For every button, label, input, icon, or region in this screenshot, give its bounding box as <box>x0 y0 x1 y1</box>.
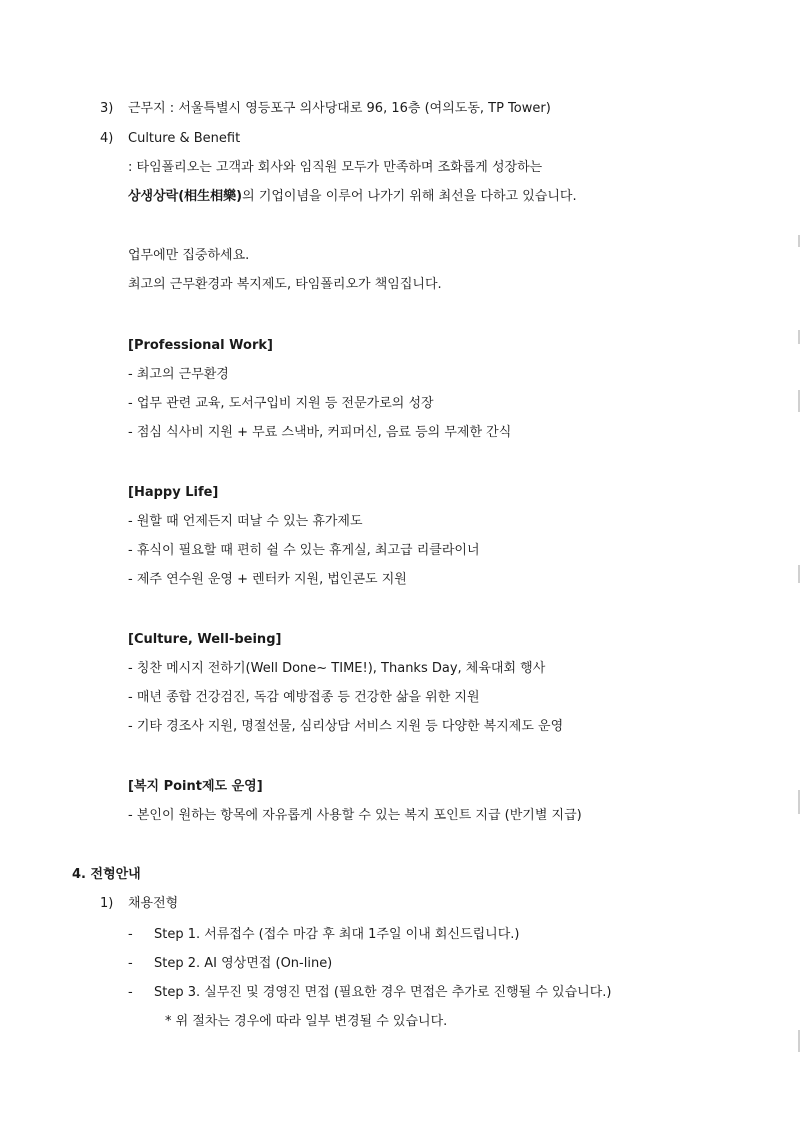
step-dash: - <box>128 927 133 942</box>
culture-intro-rest: 의 기업이념을 이루어 나가기 위해 최선을 다하고 있습니다. <box>242 189 577 204</box>
step-dash: - <box>128 956 133 971</box>
benefit-item: - 휴식이 필요할 때 편히 쉴 수 있는 휴게실, 최고급 리클라이너 <box>128 543 480 558</box>
benefit-item: - 본인이 원하는 항목에 자유롭게 사용할 수 있는 복지 포인트 지급 (반기별 지급) <box>128 808 582 823</box>
work-location-line <box>100 100 551 118</box>
section-heading-professional-work: [Professional Work] <box>128 338 273 353</box>
focus-line-1: 업무에만 집중하세요. <box>128 248 250 263</box>
culture-intro-line-1: : 타임폴리오는 고객과 회사와 임직원 모두가 만족하며 조화롭게 성장하는 <box>128 160 543 175</box>
selection-step <box>128 926 519 944</box>
list-number: 3) <box>100 101 114 116</box>
step-text: Step 1. 서류접수 (접수 마감 후 최대 1주일 이내 회신드립니다.) <box>154 927 520 942</box>
step-text: Step 3. 실무진 및 경영진 면접 (필요한 경우 면접은 추가로 진행될 수 있습니다.) <box>154 985 612 1000</box>
selection-step <box>128 955 332 973</box>
culture-intro-line-2 <box>128 188 577 206</box>
step-dash: - <box>128 985 133 1000</box>
section-heading-welfare-point: [복지 Point제도 운영] <box>128 779 263 794</box>
company-motto: 상생상락(相生相樂) <box>128 189 243 204</box>
culture-benefit-title-line <box>100 130 240 148</box>
benefit-item: - 점심 식사비 지원 + 무료 스낵바, 커피머신, 음료 등의 무제한 간식 <box>128 425 512 440</box>
benefit-item: - 원할 때 언제든지 떠날 수 있는 휴가제도 <box>128 514 363 529</box>
benefit-item: - 칭찬 메시지 전하기(Well Done~ TIME!), Thanks Day, 체육대회 행사 <box>128 661 546 676</box>
step-text: Step 2. AI 영상면접 (On-line) <box>154 956 333 971</box>
work-location-text: 근무지 : 서울특별시 영등포구 의사당대로 96, 16층 (여의도동, TP Tower) <box>128 101 551 116</box>
benefit-item: - 업무 관련 교육, 도서구입비 지원 등 전문가로의 성장 <box>128 396 434 411</box>
list-number: 4) <box>100 131 114 146</box>
list-number: 1) <box>100 896 114 911</box>
benefit-item: - 매년 종합 건강검진, 독감 예방접종 등 건강한 삶을 위한 지원 <box>128 690 480 705</box>
section-heading-culture-wellbeing: [Culture, Well-being] <box>128 632 282 647</box>
focus-line-2: 최고의 근무환경과 복지제도, 타임폴리오가 책임집니다. <box>128 277 442 292</box>
selection-heading: 4. 전형안내 <box>72 867 141 882</box>
selection-step <box>128 984 612 1002</box>
selection-sub-title-line <box>100 895 178 913</box>
culture-benefit-title: Culture & Benefit <box>128 131 241 146</box>
benefit-item: - 제주 연수원 운영 + 렌터카 지원, 법인콘도 지원 <box>128 572 407 587</box>
section-heading-happy-life: [Happy Life] <box>128 485 219 500</box>
benefit-item: - 기타 경조사 지원, 명절선물, 심리상담 서비스 지원 등 다양한 복지제도 운영 <box>128 719 564 734</box>
benefit-item: - 최고의 근무환경 <box>128 367 229 382</box>
selection-note: * 위 절차는 경우에 따라 일부 변경될 수 있습니다. <box>165 1014 448 1029</box>
selection-sub-title: 채용전형 <box>128 896 179 911</box>
